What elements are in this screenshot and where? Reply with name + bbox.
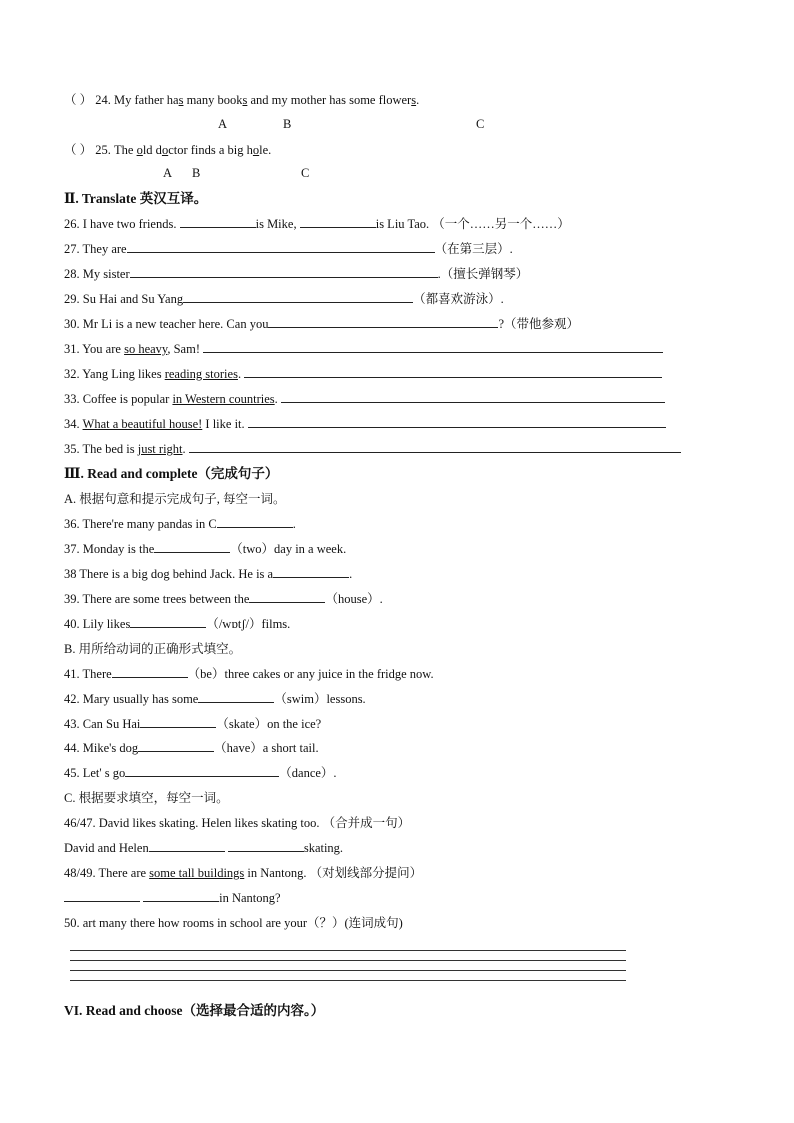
question-40 [64,616,290,632]
answer-blank[interactable] [130,266,438,278]
text-part: （two）day in a week. [230,542,347,556]
question-32 [64,366,662,382]
underlined-phrase: reading stories [164,367,238,381]
text-part: 32. Yang Ling likes [64,367,165,381]
text-part: 29. Su Hai and Su Yang [64,292,184,306]
text-part: 27. They are [64,242,127,256]
text-part: ld d [142,143,162,157]
text-part: . [237,367,245,381]
writing-line[interactable] [70,980,626,981]
text-part: ctor finds a big h [168,143,253,157]
option-label-a: A [163,166,173,180]
section-heading: VI. Read and choose（选择最合适的内容。） [64,1003,325,1018]
text-part: 26. I have two friends. [64,217,180,231]
answer-blank[interactable] [249,591,325,603]
section-heading: Ⅱ. Translate 英汉互译。 [64,191,208,206]
answer-blank[interactable] [300,216,376,228]
answer-blank[interactable] [198,691,274,703]
answer-blank[interactable] [143,890,219,902]
option-label-b: B [283,117,292,131]
underlined-letter: o [161,143,169,157]
question-48-49-answer [64,890,281,906]
question-29 [64,291,504,307]
question-43 [64,716,321,732]
writing-line[interactable] [70,970,626,971]
underlined-letter: s [242,93,248,107]
text-part: , Sam! [167,342,204,356]
answer-blank[interactable] [140,716,216,728]
answer-blank[interactable] [130,616,206,628]
text-part: 40. Lily likes [64,617,131,631]
question-36 [64,516,296,532]
answer-blank[interactable] [112,666,188,678]
question-28 [64,266,528,282]
text-part: in Nantong? [219,891,281,905]
question-39 [64,591,383,607]
question-number: 24. [95,93,111,107]
part-c-instruction: C. 根据要求填空，每空一词。 [64,791,229,805]
text-part: 38 There is a big dog behind Jack. He is a [64,567,274,581]
text-part: 34. [64,417,83,431]
part-a-instruction: A. 根据句意和提示完成句子, 每空一词。 [64,492,286,506]
text-part: （house）. [325,592,383,606]
writing-line[interactable] [70,960,626,961]
question-44 [64,740,319,756]
text-part: （dance）. [279,766,337,780]
question-45 [64,765,337,781]
text-part: （have）a short tail. [214,741,319,755]
part-b-instruction: B. 用所给动词的正确形式填空。 [64,642,242,656]
text-part: （swim）lessons. [274,692,366,706]
question-46-47: 46/47. David likes skating. Helen likes skating too. （合并成一句） [64,816,411,830]
text-part: 35. The bed is [64,442,138,456]
question-34 [64,416,666,432]
underlined-letter: o [252,143,260,157]
underlined-phrase: some tall buildings [149,866,245,880]
answer-blank[interactable] [281,391,665,403]
answer-blank[interactable] [149,840,225,852]
underlined-phrase: in Western countries [172,392,275,406]
text-part: （be）three cakes or any juice in the fridge now. [187,667,434,681]
answer-blank[interactable] [273,566,349,578]
section-heading: Ⅲ. Read and complete（完成句子） [64,466,279,481]
answer-blank[interactable] [138,740,214,752]
text-part: 39. There are some trees between the [64,592,250,606]
question-41 [64,666,434,682]
text-part: is Mike, [255,217,300,231]
answer-blank[interactable] [183,291,413,303]
answer-blank[interactable] [64,890,140,902]
text-part: many book [183,93,243,107]
text-part: 42. Mary usually has some [64,692,199,706]
text-part: .（擅长弹钢琴） [437,267,529,281]
question-50: 50. art many there how rooms in school are your（？）(连词成句) [64,916,403,930]
text-part: My father ha [114,93,179,107]
option-label-c: C [301,166,310,180]
text-part: 41. There [64,667,112,681]
text-part: 48/49. There are [64,866,150,880]
underlined-letter: o [136,143,143,157]
text-part: le. [259,143,272,157]
text-part: 28. My sister [64,267,130,281]
question-38 [64,566,352,582]
question-26 [64,216,570,232]
question-33 [64,391,665,407]
answer-blank[interactable] [127,241,435,253]
answer-blank[interactable] [203,341,663,353]
text-part: 44. Mike's dog [64,741,139,755]
question-24 [64,92,419,108]
text-part: 33. Coffee is popular [64,392,173,406]
answer-blank[interactable] [154,541,230,553]
question-30 [64,316,579,332]
text-part: 43. Can Su Hai [64,717,141,731]
answer-paren: （ ） [64,93,93,107]
text-part: . [274,392,281,406]
answer-blank[interactable] [228,840,304,852]
option-label-c: C [476,117,485,131]
answer-blank[interactable] [248,416,666,428]
text-part: ?（带他参观） [498,317,580,331]
text-part: I like it. [202,417,248,431]
text-part: 45. Let' s go [64,766,126,780]
answer-blank[interactable] [189,441,681,453]
text-part: 31. You are [64,342,125,356]
question-48-49 [64,865,422,881]
answer-blank[interactable] [244,366,662,378]
text-part: skating. [303,841,344,855]
question-37 [64,541,346,557]
question-35 [64,441,681,457]
question-number: 25. [95,143,111,157]
text-part: . [182,442,189,456]
text-part: . [292,517,296,531]
question-46-47-answer [64,840,343,856]
underlined-phrase: just right [137,442,183,456]
text-part: （skate）on the ice? [216,717,322,731]
underlined-phrase: What a beautiful house! [82,417,203,431]
text-part: （/wɒtʃ/）films. [206,617,291,631]
question-31 [64,341,663,357]
question-27 [64,241,513,257]
text-part: . [349,567,353,581]
question-42 [64,691,366,707]
writing-line[interactable] [70,950,626,951]
answer-blank[interactable] [217,516,293,528]
text-part: . [416,93,420,107]
answer-blank[interactable] [125,765,279,777]
question-25 [64,142,271,158]
answer-blank[interactable] [180,216,256,228]
text-part: and my mother has some flower [247,93,412,107]
text-part: in Nantong. （对划线部分提问） [244,866,423,880]
underlined-phrase: so heavy [124,342,168,356]
text-part: The [114,143,137,157]
answer-paren: （ ） [64,143,93,157]
text-part: 36. There're many pandas in C [64,517,217,531]
text-part: （在第三层）. [434,242,513,256]
answer-blank[interactable] [268,316,498,328]
text-part: David and Helen [64,841,149,855]
underlined-letter: s [411,93,417,107]
text-part: 30. Mr Li is a new teacher here. Can you [64,317,269,331]
option-label-a: A [218,117,228,131]
underlined-letter: s [178,93,184,107]
option-label-b: B [192,166,201,180]
text-part: 37. Monday is the [64,542,155,556]
text-part: is Liu Tao. （一个……另一个……） [375,217,570,231]
text-part: （都喜欢游泳）. [413,292,504,306]
